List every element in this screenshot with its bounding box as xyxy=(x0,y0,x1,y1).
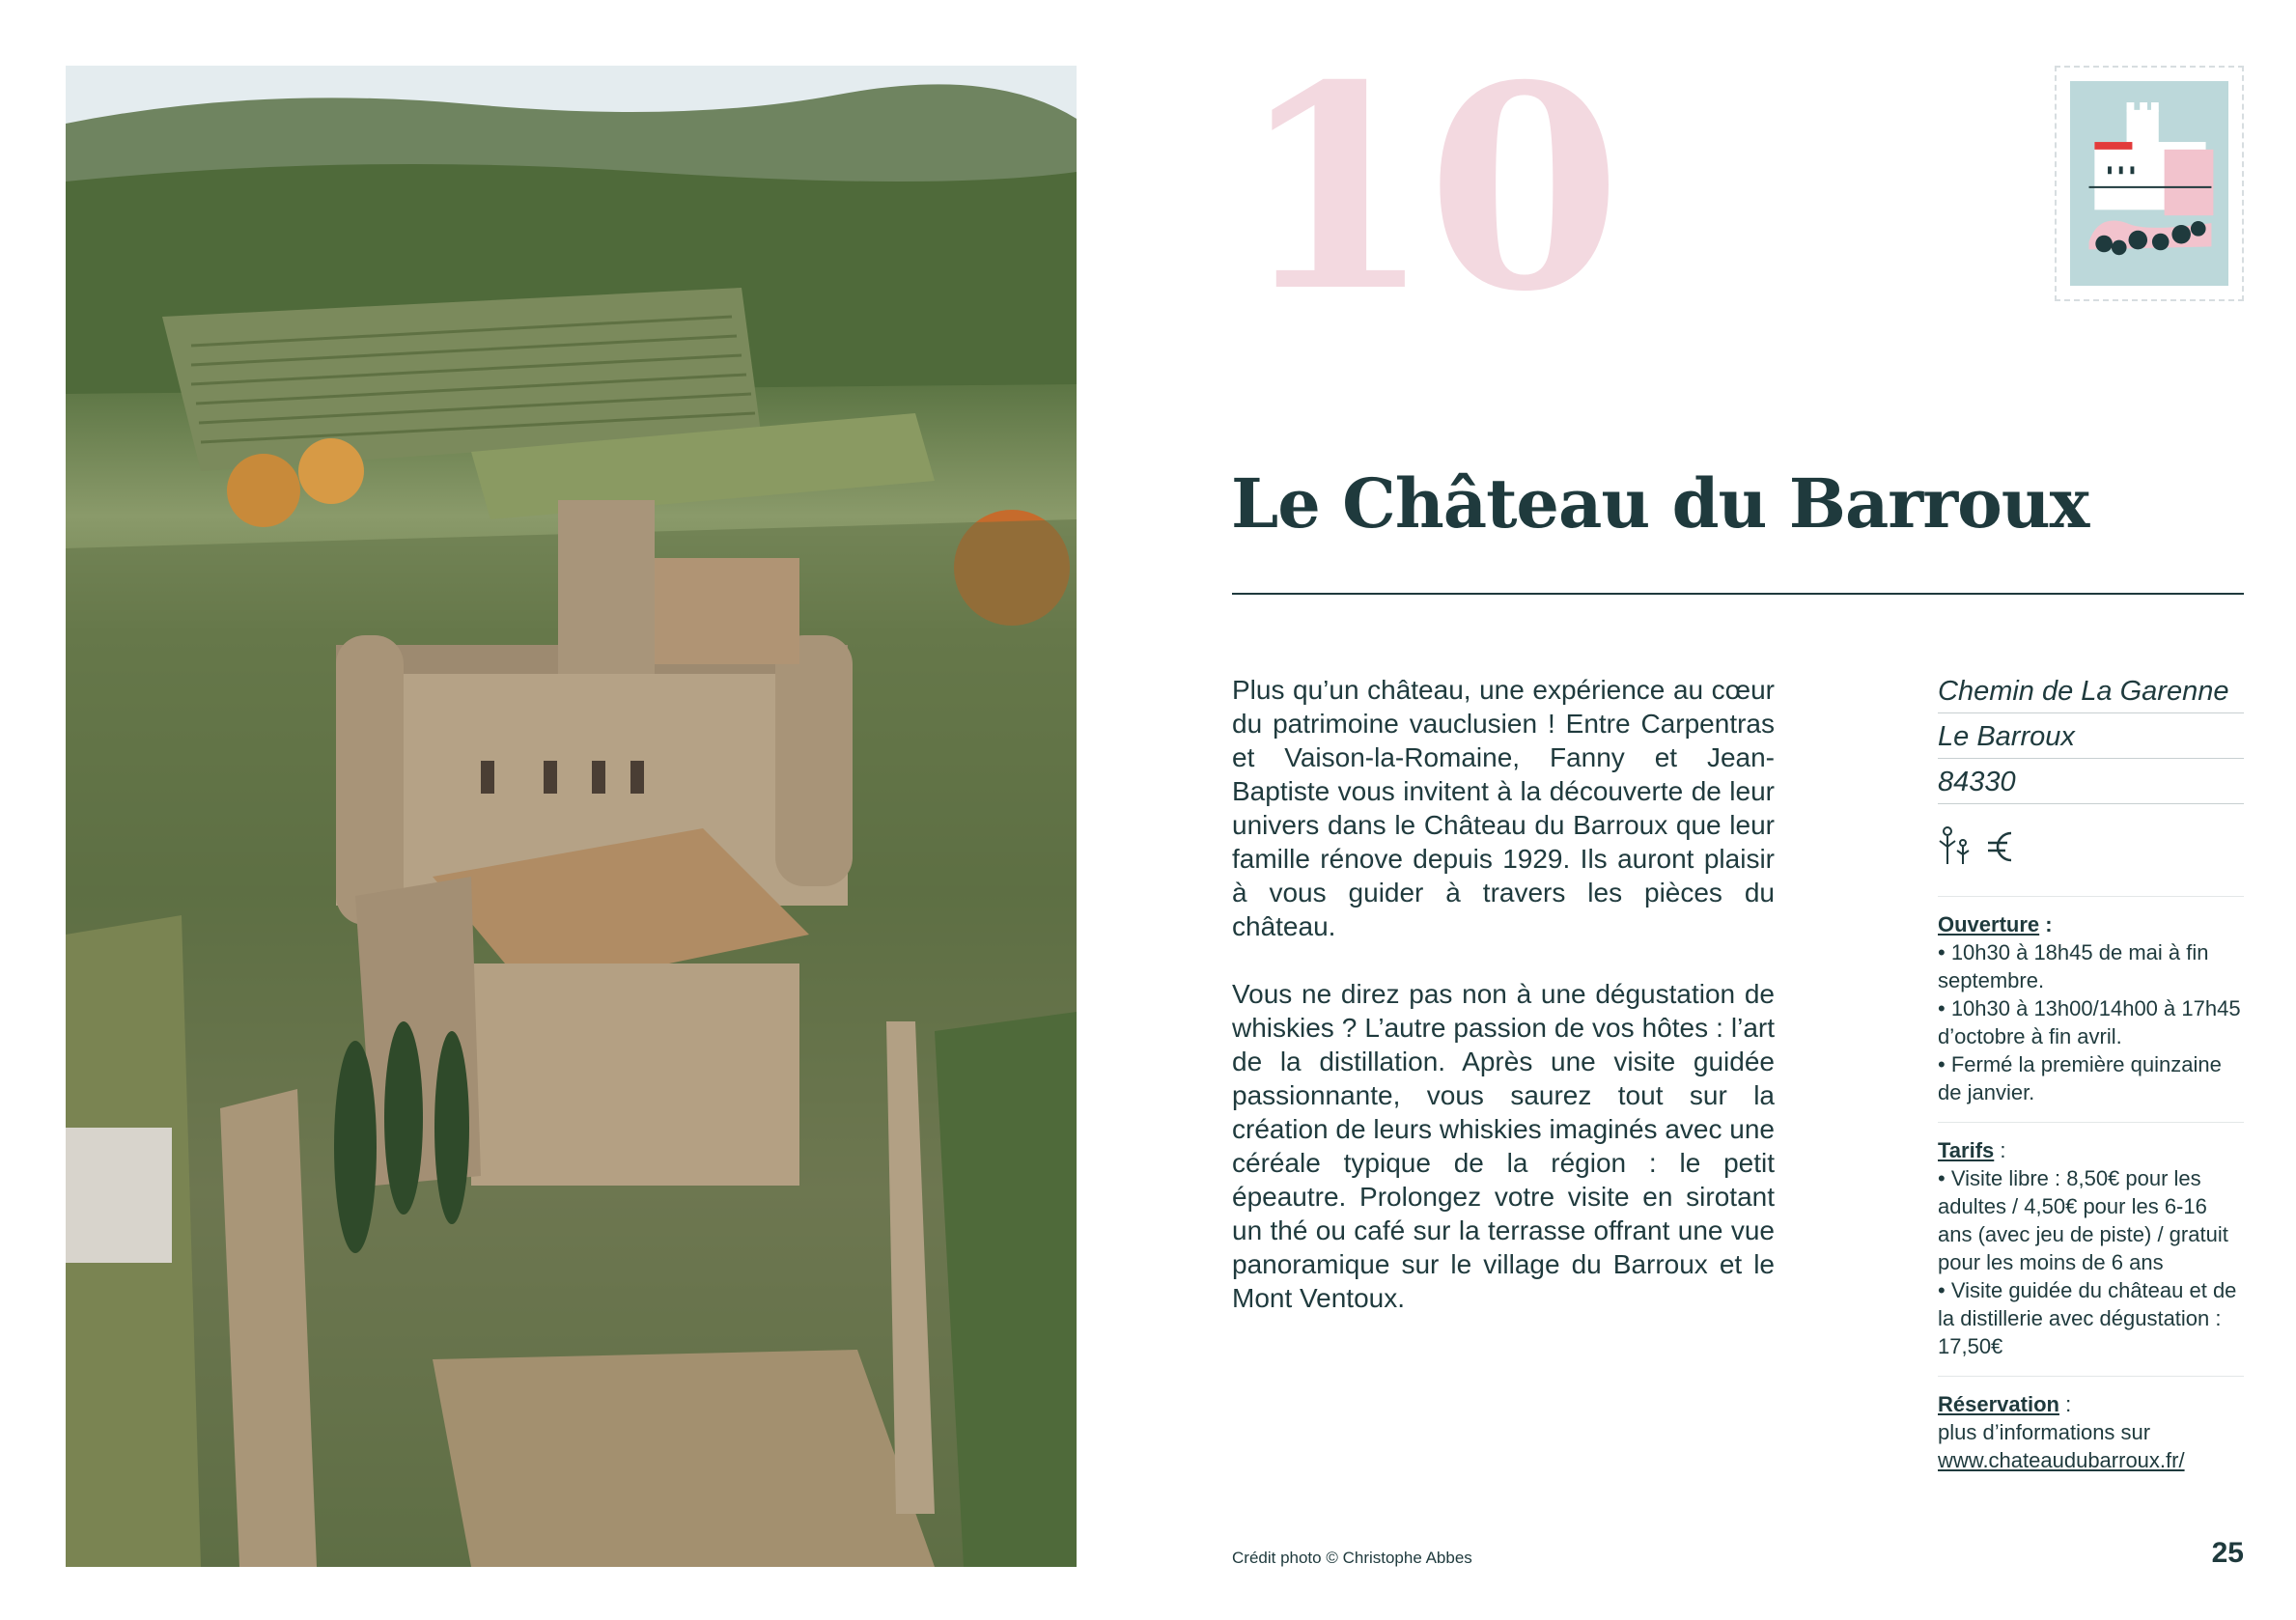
amenity-icons xyxy=(1938,806,2244,897)
page-title: Le Château du Barroux xyxy=(1231,463,2089,544)
entry-number: 10 xyxy=(1238,25,1616,353)
prices-heading: Tarifs xyxy=(1938,1138,1995,1162)
price-line: • Visite guidée du château et de la distillerie avec dégustation : 17,50€ xyxy=(1938,1278,2237,1358)
address-street: Chemin de La Garenne xyxy=(1938,670,2244,713)
hours-line: • 10h30 à 13h00/14h00 à 17h45 d’octobre à fin avril. xyxy=(1938,996,2241,1048)
photo-credit: Crédit photo © Christophe Abbes xyxy=(1232,1549,1472,1567)
castle-stamp-illustration xyxy=(2070,81,2228,286)
website-link[interactable]: www.chateaudubarroux.fr/ xyxy=(1938,1448,2185,1472)
euro-icon xyxy=(1984,825,2019,868)
booking: Réservation : plus d’informations sur www.chateaudubarroux.fr/ xyxy=(1938,1377,2244,1490)
family-icon xyxy=(1938,825,1973,868)
hours-line: • Fermé la première quinzaine de janvier. xyxy=(1938,1052,2222,1104)
info-sidebar xyxy=(1938,670,2244,1490)
body-text xyxy=(1232,673,1775,1349)
opening-hours-heading: Ouverture xyxy=(1938,912,2040,936)
opening-hours: Ouverture : • 10h30 à 18h45 de mai à fin septembre. • 10h30 à 13h00/14h00 à 17h45 d’octobre à fin avril. • Fermé la première quinzaine de janvier. xyxy=(1938,897,2244,1123)
body-paragraph: Plus qu’un château, une expérience au cœur du patrimoine vauclusien ! Entre Carpentras et Vaison-la-Romaine, Fanny et Jean-Baptiste vous invitent à la découverte de leur univers dans le Château du Barroux que leur famille rénove depuis 1929. Ils auront plaisir à vous guider à travers les pièces du château. xyxy=(1232,675,1775,941)
title-divider xyxy=(1232,593,2244,595)
address-postcode: 84330 xyxy=(1938,761,2244,804)
booking-text: plus d’informations sur xyxy=(1938,1420,2151,1444)
hours-line: • 10h30 à 18h45 de mai à fin septembre. xyxy=(1938,940,2209,992)
booking-heading: Réservation xyxy=(1938,1392,2059,1416)
address-city: Le Barroux xyxy=(1938,715,2244,759)
prices: Tarifs : • Visite libre : 8,50€ pour les adultes / 4,50€ pour les 6-16 ans (avec jeu de piste) / gratuit pour les moins de 6 ans • Visite guidée du château et de la distillerie avec dégustation : 17,50€ xyxy=(1938,1123,2244,1377)
price-line: • Visite libre : 8,50€ pour les adultes / 4,50€ pour les 6-16 ans (avec jeu de piste) / gratuit pour les moins de 6 ans xyxy=(1938,1166,2228,1274)
castle-aerial-photo xyxy=(66,66,1077,1567)
castle-illustration xyxy=(66,66,1077,1567)
castle-stamp-icon xyxy=(2055,66,2244,301)
page-number: 25 xyxy=(2211,1537,2244,1569)
body-paragraph: Vous ne direz pas non à une dégustation de whiskies ? L’autre passion de vos hôtes : l’art de la distillation. Après une visite guidée passionnante, vous saurez tout sur la création de leurs whiskies imaginés avec une céréale typique de la région : le petit épeautre. Prolongez votre visite en sirotant un thé ou café sur la terrasse offrant une vue panoramique sur le village du Barroux et le Mont Ventoux. xyxy=(1232,979,1775,1313)
